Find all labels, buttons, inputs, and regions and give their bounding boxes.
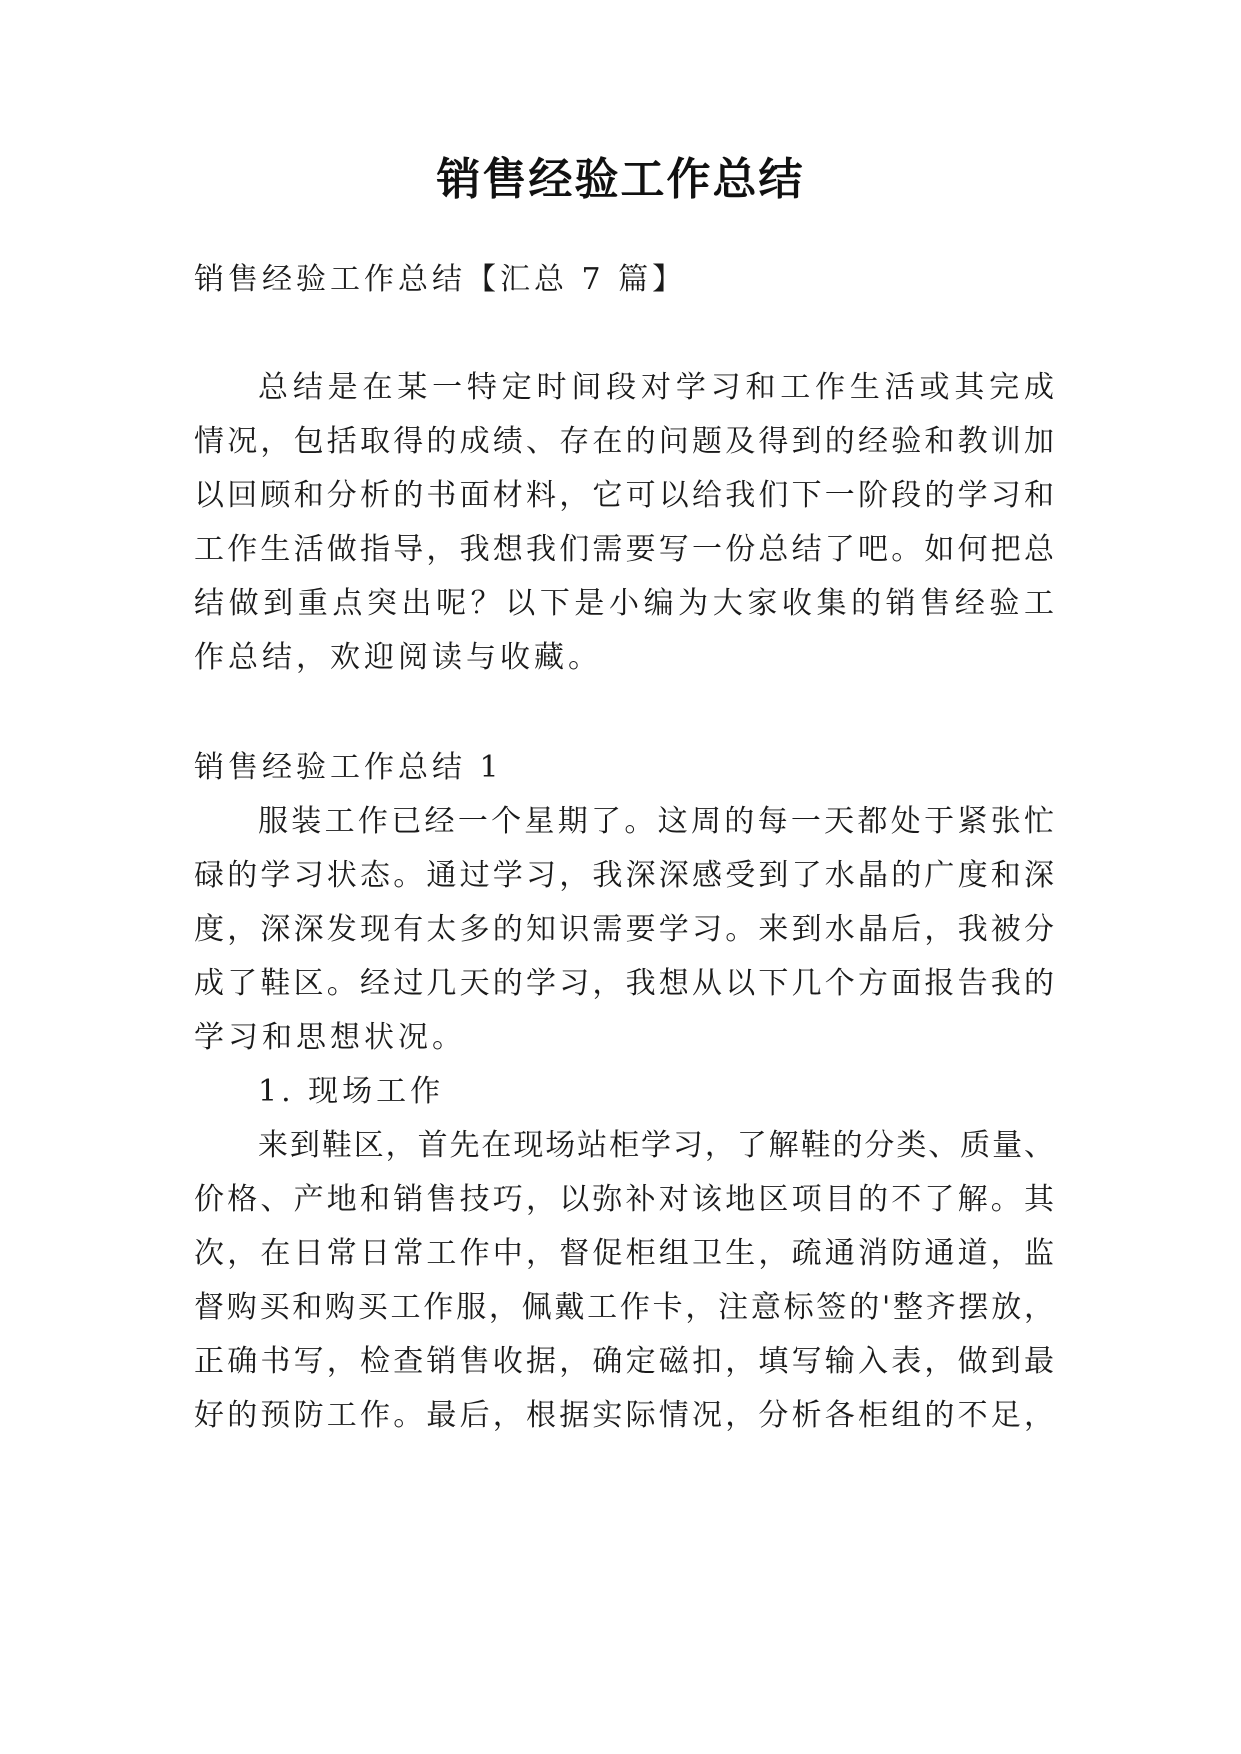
intro-line: 以回顾和分析的书面材料，它可以给我们下一阶段的学习和 bbox=[194, 478, 1054, 513]
page-title: 销售经验工作总结 bbox=[436, 154, 805, 205]
paragraph-line: 价格、产地和销售技巧，以弥补对该地区项目的不了解。其 bbox=[194, 1182, 1054, 1217]
paragraph-line: 服装工作已经一个星期了。这周的每一天都处于紧张忙 bbox=[258, 804, 1054, 839]
paragraph-line: 次，在日常日常工作中，督促柜组卫生，疏通消防通道，监 bbox=[194, 1236, 1054, 1271]
intro-line: 情况，包括取得的成绩、存在的问题及得到的经验和教训加 bbox=[194, 424, 1054, 459]
paragraph-line: 来到鞋区，首先在现场站柜学习，了解鞋的分类、质量、 bbox=[258, 1128, 1054, 1163]
section-heading: 销售经验工作总结 1 bbox=[194, 750, 503, 785]
intro-line: 总结是在某一特定时间段对学习和工作生活或其完成 bbox=[258, 370, 1054, 405]
paragraph-line: 好的预防工作。最后，根据实际情况，分析各柜组的不足， bbox=[194, 1398, 1054, 1433]
intro-line: 结做到重点突出呢？以下是小编为大家收集的销售经验工 bbox=[194, 586, 1054, 621]
item-heading: 1. 现场工作 bbox=[258, 1074, 445, 1109]
paragraph-line: 成了鞋区。经过几天的学习，我想从以下几个方面报告我的 bbox=[194, 966, 1054, 1001]
paragraph-line: 度，深深发现有太多的知识需要学习。来到水晶后，我被分 bbox=[194, 912, 1054, 947]
paragraph-line: 正确书写，检查销售收据，确定磁扣，填写输入表，做到最 bbox=[194, 1344, 1054, 1379]
paragraph-line: 碌的学习状态。通过学习，我深深感受到了水晶的广度和深 bbox=[194, 858, 1054, 893]
paragraph-line: 学习和思想状况。 bbox=[194, 1020, 466, 1055]
paragraph-line: 督购买和购买工作服，佩戴工作卡，注意标签的'整齐摆放， bbox=[194, 1290, 1054, 1325]
document-subtitle: 销售经验工作总结【汇总 7 篇】 bbox=[194, 262, 687, 297]
intro-line: 作总结，欢迎阅读与收藏。 bbox=[194, 640, 602, 675]
intro-line: 工作生活做指导，我想我们需要写一份总结了吧。如何把总 bbox=[194, 532, 1054, 567]
